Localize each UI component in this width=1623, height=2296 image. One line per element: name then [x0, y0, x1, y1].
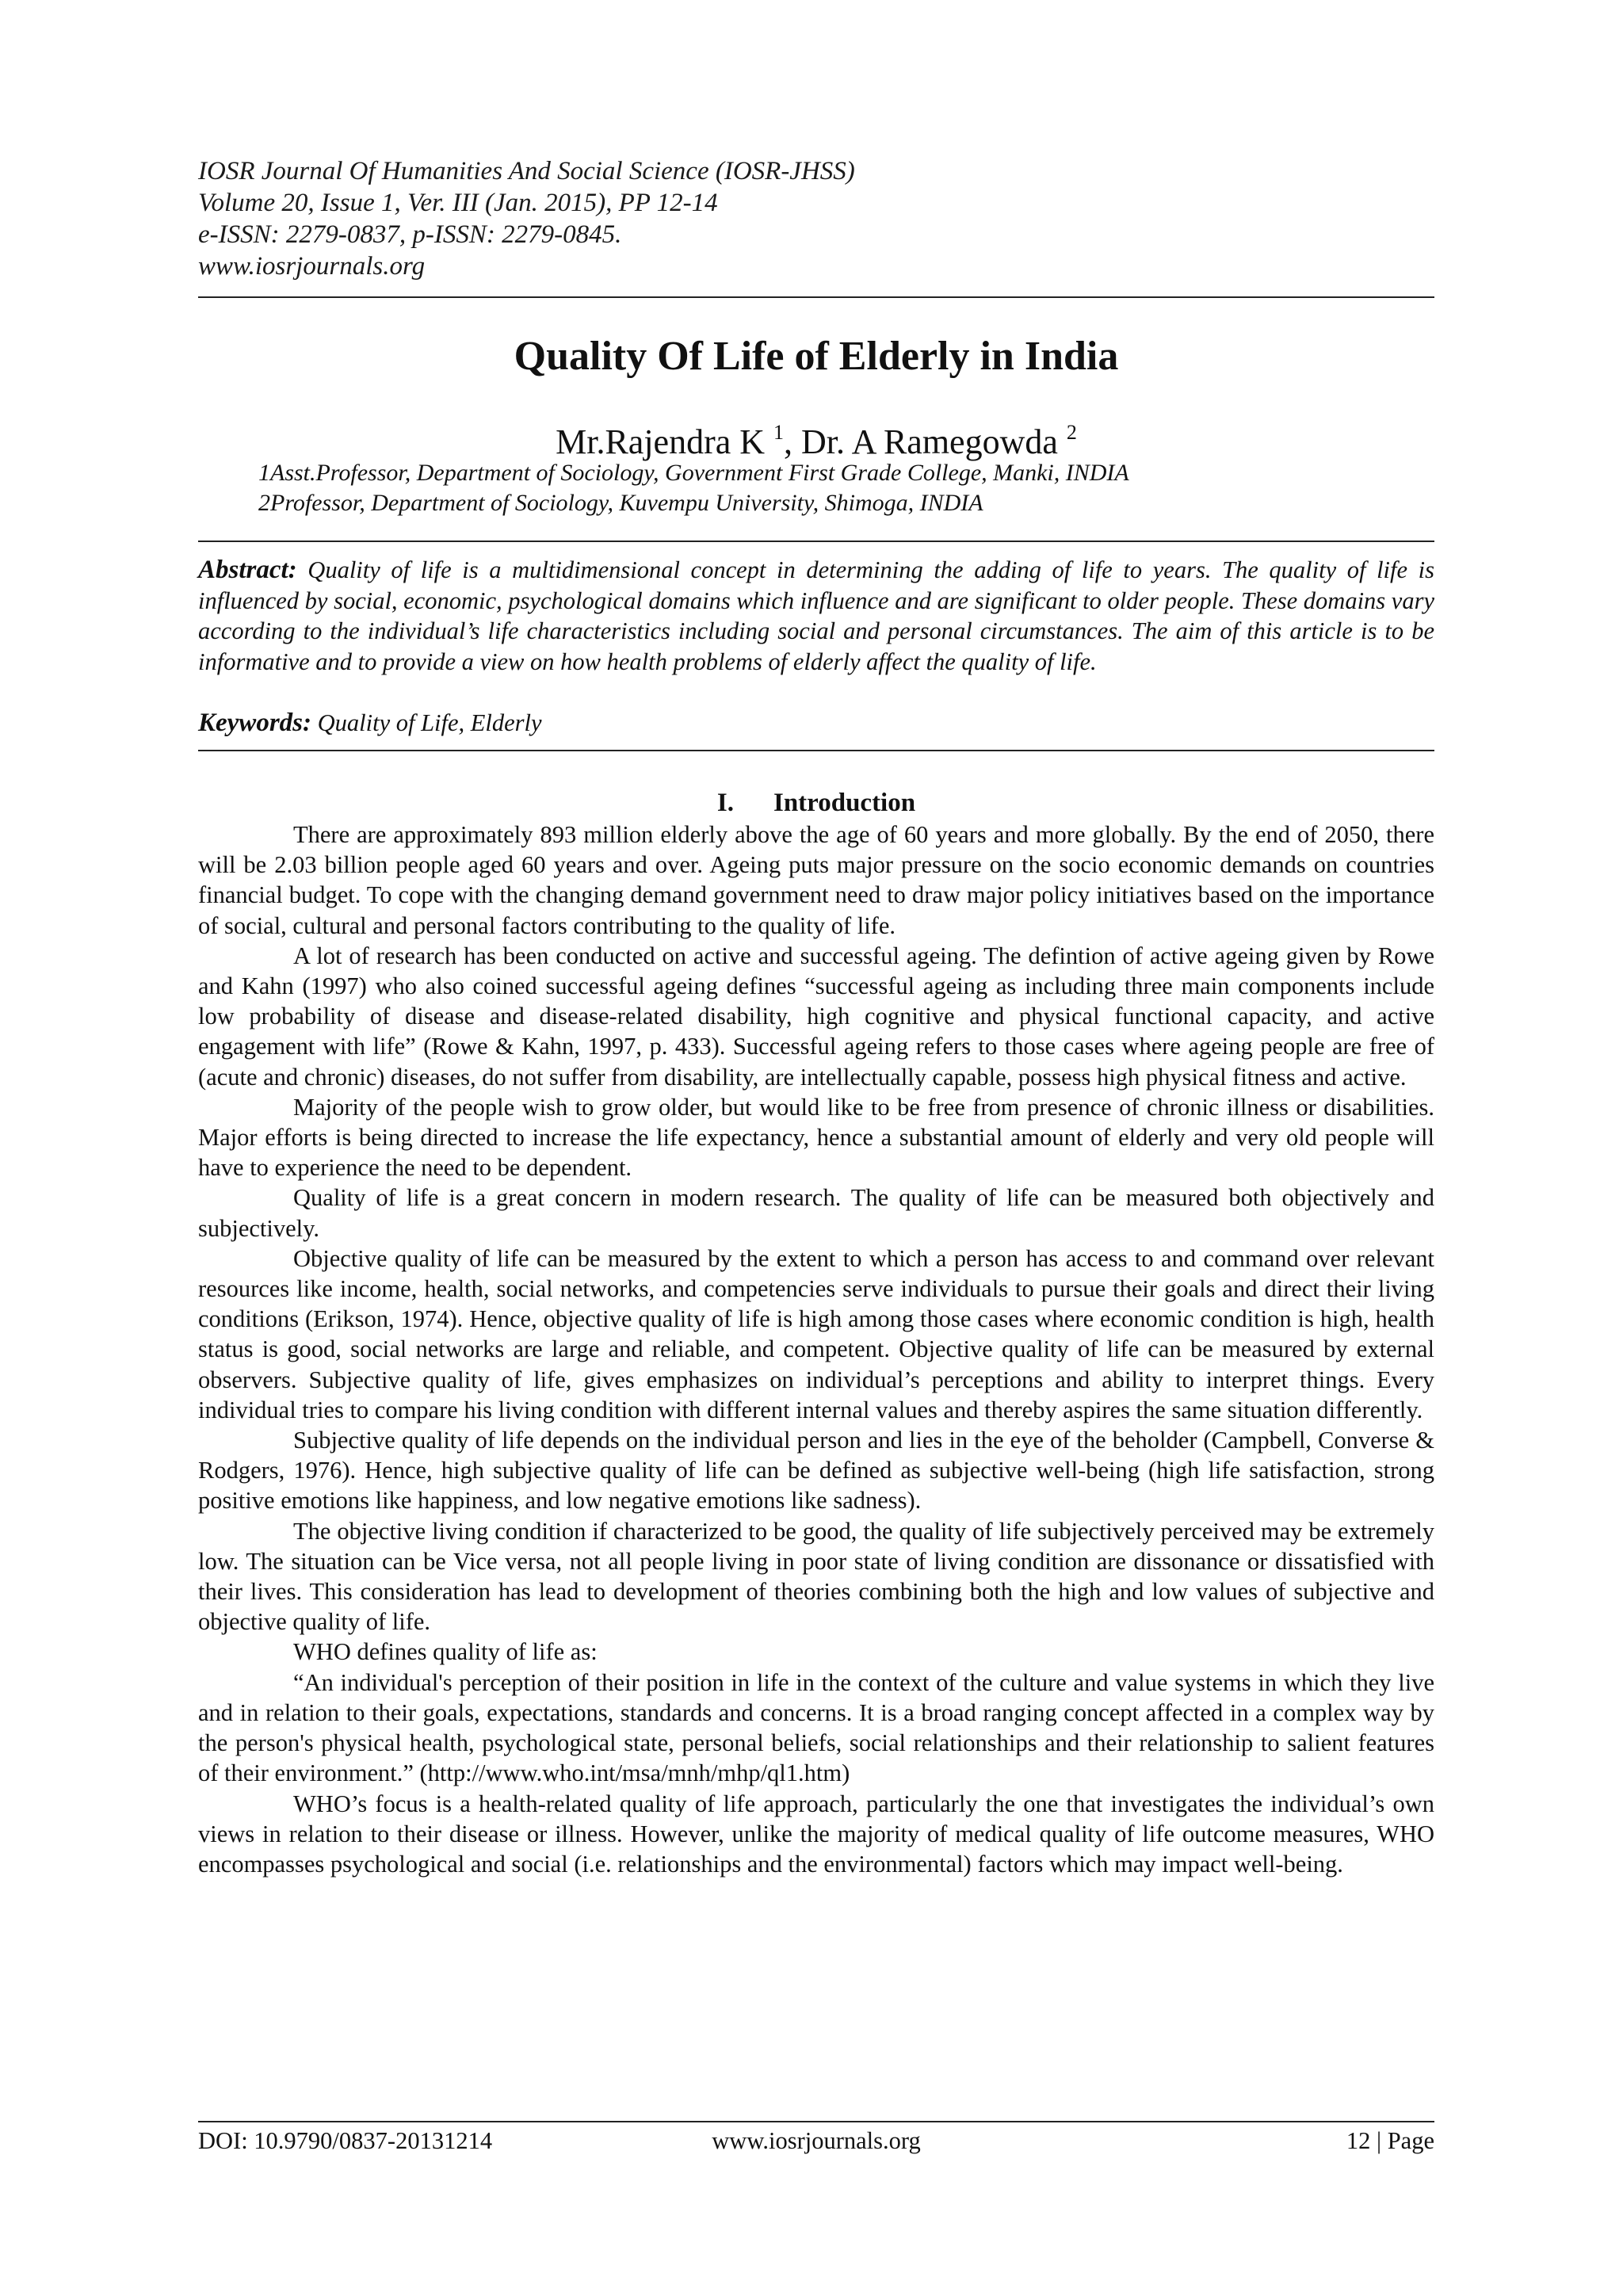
- footer-doi: DOI: 10.9790/0837-20131214: [198, 2127, 493, 2154]
- author-affiliation-marker: 2: [1066, 421, 1077, 444]
- author-separator: ,: [784, 422, 802, 461]
- abstract-text: Quality of life is a multidimensional concept in determining the adding of life to years. The quality of life is influenced by social, economic, psychological domains which influence and are significant to older people. These domains vary according to the individual’s life characteristics including social and personal circumstances. The aim of this article is to be informative and to provide a view on how health problems of elderly affect the quality of life.: [198, 556, 1435, 675]
- authors: [198, 411, 1434, 464]
- paragraph: Objective quality of life can be measured by the extent to which a person has access to and command over relevant resources like income, health, social networks, and competencies serve individuals to pursue their goals and direct their living conditions (Erikson, 1974). Hence, objective quality of life is high among those cases where economic condition is high, health status is good, social networks are large and reliable, and competent. Objective quality of life can be measured by external observers. Subjective quality of life, gives emphasizes on individual’s perceptions and ability to interpret things. Every individual tries to compare his living condition with different internal values and thereby aspires the same situation differently.: [198, 1244, 1434, 1423]
- paper-title: Quality Of Life of Elderly in India: [514, 334, 1119, 379]
- paragraph: There are approximately 893 million elderly above the age of 60 years and more globally. By the end of 2050, there will be 2.03 billion people aged 60 years and over. Ageing puts major pressure on the socio economic demands on countries financial budget. To cope with the changing demand government need to draw major policy initiatives based on the importance of social, cultural and personal factors contributing to the quality of life.: [198, 821, 1434, 939]
- author-name: Mr.Rajendra K: [556, 422, 766, 461]
- keywords-label: Keywords:: [198, 709, 311, 737]
- quote-paragraph: “An individual's perception of their position in life in the context of the culture and value systems in which they live and in relation to their goals, expectations, standards and concerns. It is a broad ranging concept affected in a complex way by the person's physical health, psychological state, personal beliefs, social relationships and their relationship to salient features of their environment.” (http://www.who.int/msa/mnh/mhp/ql1.htm): [198, 1668, 1434, 1787]
- body-text: [198, 819, 1434, 1879]
- journal-website: www.iosrjournals.org: [198, 252, 426, 281]
- paragraph: WHO defines quality of life as:: [293, 1638, 598, 1666]
- author-affiliation-marker: 1: [773, 421, 785, 444]
- header-rule: [198, 296, 1434, 298]
- paragraph: The objective living condition if characterized to be good, the quality of life subjectively perceived may be extremely low. The situation can be Vice versa, not all people living in poor state of living condition are dissonance or dissatisfied with their lives. This consideration has lead to development of theories combining both the high and low values of subjective and objective quality of life.: [198, 1517, 1434, 1636]
- affiliation: 2Professor, Department of Sociology, Kuvempu University, Shimoga, INDIA: [258, 490, 983, 516]
- paragraph: WHO’s focus is a health-related quality of life approach, particularly the one that investigates the individual’s own views in relation to their disease or illness. However, unlike the majority of medical quality of life outcome measures, WHO encompasses psychological and social (i.e. relationships and the environmental) factors which may impact well-being.: [198, 1790, 1434, 1878]
- affiliation: 1Asst.Professor, Department of Sociology, Government First Grade College, Manki, INDIA: [258, 460, 1129, 486]
- abstract: [198, 555, 1434, 677]
- section-title: Introduction: [773, 789, 916, 817]
- paragraph: Majority of the people wish to grow older, but would like to be free from presence of chronic illness or disabilities. Major efforts is being directed to increase the life expectancy, hence a substantial amount of elderly and very old people will have to experience the need to be dependent.: [198, 1093, 1434, 1182]
- paragraph: A lot of research has been conducted on active and successful ageing. The defintion of active ageing given by Rowe and Kahn (1997) who also coined successful ageing defines “successful ageing as including three main components include low probability of disease and disease-related disability, high cognitive and physical functional capacity, and active engagement with life” (Rowe & Kahn, 1997, p. 433). Successful ageing refers to those cases where ageing people are free of (acute and chronic) diseases, do not suffer from disability, are intellectually capable, possess high physical fitness and active.: [198, 942, 1434, 1091]
- section-heading: [198, 786, 1434, 819]
- footer-website: www.iosrjournals.org: [712, 2127, 921, 2154]
- journal-issn: e-ISSN: 2279-0837, p-ISSN: 2279-0845.: [198, 220, 622, 249]
- keywords: [198, 708, 1434, 738]
- paper-page: [198, 0, 1434, 2296]
- journal-volume: Volume 20, Issue 1, Ver. III (Jan. 2015), PP 12-14: [198, 189, 718, 217]
- footer-rule: [198, 2121, 1434, 2122]
- author-name: Dr. A Ramegowda: [801, 422, 1058, 461]
- journal-name: IOSR Journal Of Humanities And Social Science (IOSR-JHSS): [198, 157, 855, 185]
- abstract-bottom-rule: [198, 750, 1434, 751]
- abstract-top-rule: [198, 541, 1434, 542]
- paragraph: Quality of life is a great concern in modern research. The quality of life can be measured both objectively and subjectively.: [198, 1184, 1434, 1242]
- section-number: I.: [716, 789, 734, 817]
- keywords-text: Quality of Life, Elderly: [317, 709, 542, 736]
- abstract-label: Abstract:: [198, 556, 297, 584]
- page-number: 12 | Page: [1346, 2127, 1434, 2154]
- journal-header: [198, 155, 1434, 282]
- paragraph: Subjective quality of life depends on the individual person and lies in the eye of the beholder (Campbell, Converse & Rodgers, 1976). Hence, high subjective quality of life can be defined as subjective well-being (high life satisfaction, strong positive emotions like happiness, and low negative emotions like sadness).: [198, 1427, 1434, 1515]
